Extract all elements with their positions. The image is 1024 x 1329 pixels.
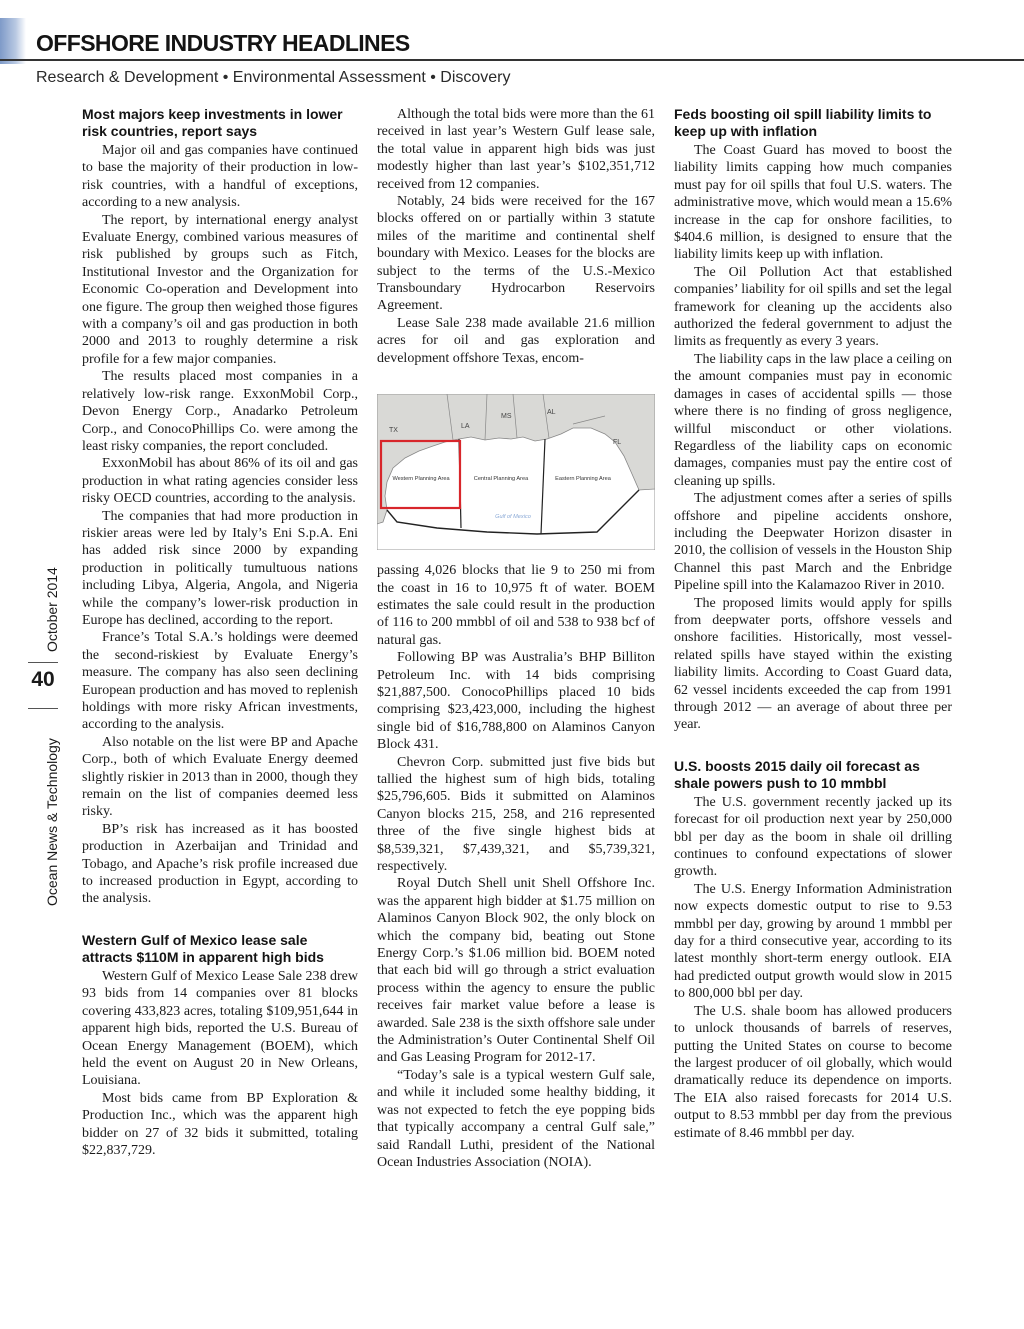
article-paragraph-continued: passing 4,026 blocks that lie 9 to 250 mi from the coast in 16 to 10,975 ft of water. BOEM estimates the sale could result in the production of 116 to 200 mmbbl of oil and 538 to 938 bcf of natural gas. xyxy=(377,563,655,648)
section-title: OFFSHORE INDUSTRY HEADLINES xyxy=(36,30,410,56)
state-label-ms: MS xyxy=(501,413,512,421)
state-label-al: AL xyxy=(547,409,556,417)
article-paragraph: The Oil Pollution Act that established companies’ liability for oil spills and set the legal framework for cleaning up the accidents also authorized the federal government to adjust the limits as frequently as every 3 years. xyxy=(674,264,952,350)
state-label-tx: TX xyxy=(389,427,398,435)
article-paragraph: France’s Total S.A.’s holdings were deemed the second-riskiest by Evaluate Energy’s measure. The company has also seen declining European production and has moved to replenish holdings with more risky African investments, according to the analysis. xyxy=(82,630,358,733)
article-paragraph: “Today’s sale is a typical western Gulf sale, and while it included some healthy bidding, it was not expected to fetch the eye popping bids that typically accompany a central Gulf sale,” said Randall Luthi, president of the National Ocean Industries Association (NOIA). xyxy=(377,1067,655,1170)
article-paragraph: Although the total bids were more than the 61 received in last year’s Western Gulf lease sale, the total value in apparent high bids was just modestly higher than last year’s $102,351,712 received from 12 companies. xyxy=(377,107,655,192)
area-label-eastern: Eastern Planning Area xyxy=(555,476,611,483)
article-paragraph: Major oil and gas companies have continued to base the majority of their production in low-risk countries, with a handful of exceptions, according to a new analysis. xyxy=(82,143,358,211)
article-headline: U.S. boosts 2015 daily oil forecast as shale powers push to 10 mmbbl xyxy=(674,757,920,791)
article-paragraph: The liability caps in the law place a ceiling on the amount companies must pay in economic damages in cases of accidental spills — those where there is no finding of gross negligence, willful misconduct or other violations. Regardless of the liability caps on economic damages, companies must pay the entire cost of cleaning up spills. xyxy=(674,351,952,489)
article-paragraph: The report, by international energy analyst Evaluate Energy, combined various measures of risk published by groups such as Fitch, Institutional Investor and the Organization for Economic Co-operation and Development into one figure. The group then weighed those figures with a company’s oil and gas production in both 2000 and 2013 to roughly determine a risk profile for a few major companies. xyxy=(82,212,358,367)
article-paragraph: The U.S. Energy Information Administration now expects domestic output to rise to 9.53 mmbbl per day, growing by around 1 mmbbl per day for a third consecutive year, according to its latest monthly short-term energy outlook. EIA had predicted output growth would slow in 2015 to 800,000 bbl per day. xyxy=(674,881,952,1002)
folio-publication: Ocean News & Technology xyxy=(44,738,60,906)
column-1 xyxy=(82,106,358,1266)
water-label: Gulf of Mexico xyxy=(495,514,531,521)
article-paragraph: ExxonMobil has about 86% of its oil and gas production in what rating agencies consider less risky OECD countries, according to the analysis. xyxy=(82,456,358,507)
article-paragraph: The results placed most companies in a relatively low-risk range. ExxonMobil Corp., Devon Energy Corp., Anadarko Petroleum Corp., and ConocoPhillips Co. were among the least risky companies, the report concluded. xyxy=(82,369,358,454)
article-paragraph: Royal Dutch Shell unit Shell Offshore Inc. was the apparent high bidder at $1.75 million on Alaminos Canyon Block 902, the only block on which the company bid, beating out Stone Energy Corp.’s $1.06 million bid. BOEM noted that each bid will go through a strict evaluation process within the agency to ensure the public receives fair market value before a lease is awarded. Sale 238 is the sixth offshore sale under the Administration’s Outer Continental Shelf Oil and Gas Leasing Program for 2012-17. xyxy=(377,876,655,1066)
lease-sale-map xyxy=(377,394,655,550)
header-rule xyxy=(0,59,1024,61)
section-subtitle: Research & Development • Environmental Assessment • Discovery xyxy=(36,69,511,86)
article-paragraph: Following BP was Australia’s BHP Billiton Petroleum Inc. with 14 bids comprising $21,887,500. ConocoPhillips placed 10 bids comprising $23,423,000, including the highest single bid of $16,788,800 on Alaminos Canyon Block 431. xyxy=(377,650,655,753)
article-paragraph: BP’s risk has increased as it has boosted production in Azerbaijan and Trinidad and Tobago, and Apache’s risk profile increased due to increased production in Egypt, according to the analysis. xyxy=(82,821,358,907)
article-headline: Western Gulf of Mexico lease sale attracts $110M in apparent high bids xyxy=(82,931,324,965)
article-paragraph: Most bids came from BP Exploration & Production Inc., which was the apparent high bidder on 27 of 32 bids it submitted, totaling $22,837,729. xyxy=(82,1090,358,1158)
header-accent-bar xyxy=(0,18,26,64)
article-paragraph: Notably, 24 bids were received for the 167 blocks offered on or partially within 3 statute miles of the maritime and continental shelf boundary with Mexico. Leases for the blocks are subject to the terms of the U.S.-Mexico Transboundary Hydrocarbon Reservoirs Agreement. xyxy=(377,194,655,314)
article-paragraph: The companies that had more production in riskier areas were led by Italy’s Eni S.p.A. Eni has added risk since 2000 by expanding production in politically tumultuous nations including Libya, Algeria, Angola, and Nigeria while the company’s lower-risk production in Europe has declined, according to the report. xyxy=(82,508,358,628)
folio-divider xyxy=(28,662,58,663)
page-number: 40 xyxy=(31,668,55,691)
article-headline: Feds boosting oil spill liability limits to keep up with inflation xyxy=(674,106,932,139)
column-2 xyxy=(377,106,655,1266)
article-paragraph: Also notable on the list were BP and Apache Corp., both of which Evaluate Energy deemed slightly riskier in 2013 than in 2000, though they remain on the list of companies deemed less risky. xyxy=(82,734,358,820)
article-paragraph: Chevron Corp. submitted just five bids but tallied the highest sum of high bids, totaling $25,796,605. Bids it submitted on Alaminos Canyon blocks 215, 258, and 216 represented three of the five single highest bids at $8,539,321, $7,439,321, and $5,739,321, respectively. xyxy=(377,754,655,874)
gulf-map-svg xyxy=(377,394,655,550)
article-paragraph: The proposed limits would apply for spills from deepwater ports, offshore vessels and onshore facilities. Historically, most vessel-related spills have stayed within the existing liability limits. According to Coast Guard data, 62 vessel incidents exceeded the cap from 1991 through 2012 — an average of about three per year. xyxy=(674,595,952,733)
article-headline: Most majors keep investments in lower risk countries, report says xyxy=(82,106,343,139)
article-paragraph: The Coast Guard has moved to boost the liability limits capping how much companies must pay for oil spills that foul U.S. waters. The administrative move, which would mean a 15.6% increase in the cap for onshore facilities, to $404.6 million, is designed to ensure that the liability limits keep up with inflation. xyxy=(674,143,952,263)
state-label-la: LA xyxy=(461,423,470,431)
side-folio xyxy=(28,556,58,906)
folio-date: October 2014 xyxy=(44,567,60,652)
column-3 xyxy=(674,106,952,1266)
article-paragraph: The U.S. shale boom has allowed producers to unlock thousands of barrels of reserves, putting the United States on course to become the largest producer of oil globally, which would dramatically reduce its dependence on imports. The EIA also raised forecasts for 2014 U.S. output to 8.53 mmbbl per day from the previous estimate of 8.46 mmbbl per day. xyxy=(674,1003,952,1141)
state-label-fl: FL xyxy=(613,439,622,447)
article-paragraph: The adjustment comes after a series of spills offshore and pipeline accidents onshore, including the Deepwater Horizon disaster in 2010, the collision of vessels in the Houston Ship Channel this past March and the Enbridge Pipeline spill into the Kalamazoo River in 2010. xyxy=(674,491,952,594)
area-label-western: Western Planning Area xyxy=(392,476,450,483)
article-paragraph: The U.S. government recently jacked up its forecast for oil production next year by 250,000 bbl per day as the boom in shale oil drilling continues to confound expectations of slower growth. xyxy=(674,794,952,880)
folio-divider xyxy=(28,708,58,709)
article-paragraph: Western Gulf of Mexico Lease Sale 238 drew 93 bids from 14 companies over 81 blocks covering 433,823 acres, totaling $109,951,644 in apparent high bids, reported the U.S. Bureau of Ocean Energy Management (BOEM), which held the event on August 20 in New Orleans, Louisiana. xyxy=(82,968,358,1089)
area-label-central: Central Planning Area xyxy=(473,476,529,483)
article-paragraph: Lease Sale 238 made available 21.6 million acres for oil and gas exploration and development offshore Texas, encom- xyxy=(377,315,655,366)
